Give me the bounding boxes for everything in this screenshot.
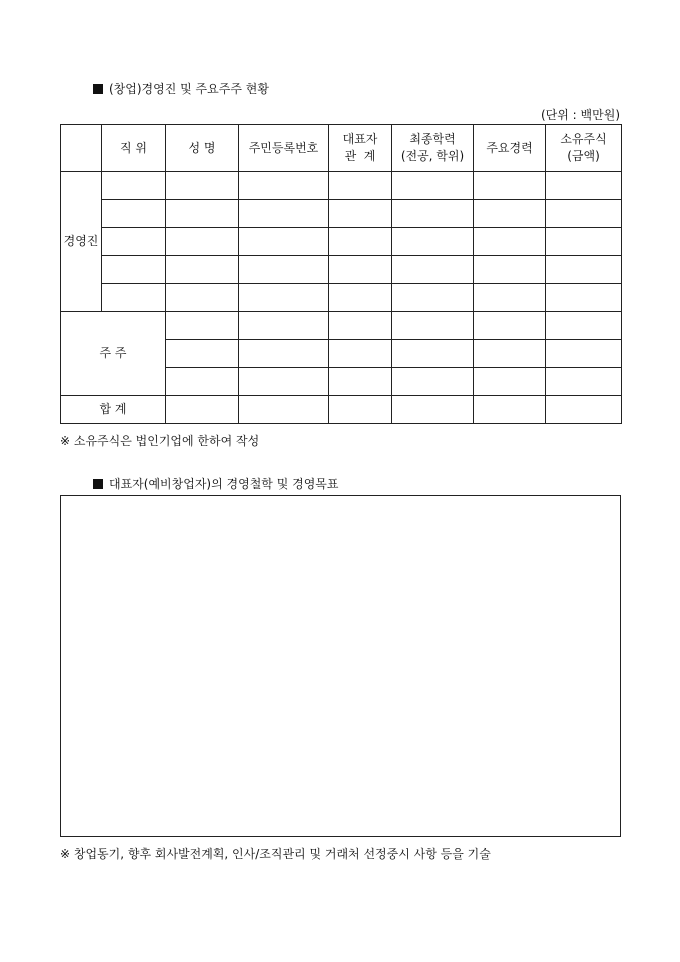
cell[interactable] [102, 284, 166, 312]
cell[interactable] [392, 200, 474, 228]
cell[interactable] [474, 256, 546, 284]
cell[interactable] [239, 284, 329, 312]
cell[interactable] [239, 396, 329, 424]
table-row [61, 312, 622, 340]
shareholders-label: 주 주 [61, 312, 166, 396]
header-education-line1: 최종학력 [409, 132, 456, 146]
header-relation [329, 125, 392, 172]
section-title-management [93, 80, 269, 97]
cell[interactable] [474, 340, 546, 368]
cell[interactable] [239, 172, 329, 200]
header-name: 성 명 [166, 125, 239, 172]
cell[interactable] [166, 284, 239, 312]
section-title-philosophy [93, 475, 338, 492]
cell[interactable] [239, 340, 329, 368]
cell[interactable] [546, 228, 622, 256]
executives-label: 경영진 [61, 172, 102, 312]
cell[interactable] [392, 228, 474, 256]
cell[interactable] [329, 368, 392, 396]
cell[interactable] [392, 396, 474, 424]
cell[interactable] [392, 172, 474, 200]
table-row [61, 200, 622, 228]
header-relation-line2: 관 계 [344, 149, 376, 163]
cell[interactable] [474, 228, 546, 256]
header-position: 직 위 [102, 125, 166, 172]
cell[interactable] [329, 228, 392, 256]
header-shares-line2: (금액) [567, 149, 600, 163]
cell[interactable] [474, 200, 546, 228]
cell[interactable] [239, 256, 329, 284]
cell[interactable] [329, 284, 392, 312]
cell[interactable] [474, 368, 546, 396]
table-row [61, 228, 622, 256]
header-id-number: 주민등록번호 [239, 125, 329, 172]
cell[interactable] [546, 256, 622, 284]
cell[interactable] [166, 172, 239, 200]
cell[interactable] [474, 284, 546, 312]
header-blank [61, 125, 102, 172]
cell[interactable] [392, 368, 474, 396]
cell[interactable] [102, 228, 166, 256]
header-career: 주요경력 [474, 125, 546, 172]
cell[interactable] [546, 368, 622, 396]
cell[interactable] [392, 340, 474, 368]
cell[interactable] [474, 396, 546, 424]
cell[interactable] [166, 340, 239, 368]
cell[interactable] [166, 200, 239, 228]
cell[interactable] [166, 396, 239, 424]
header-education [392, 125, 474, 172]
cell[interactable] [166, 312, 239, 340]
table-row [61, 284, 622, 312]
cell[interactable] [239, 228, 329, 256]
cell[interactable] [239, 312, 329, 340]
cell[interactable] [166, 256, 239, 284]
cell[interactable] [392, 312, 474, 340]
cell[interactable] [546, 396, 622, 424]
cell[interactable] [329, 396, 392, 424]
shares-note: ※ 소유주식은 법인기업에 한하여 작성 [60, 434, 260, 448]
cell[interactable] [329, 200, 392, 228]
cell[interactable] [329, 340, 392, 368]
philosophy-note: ※ 창업동기, 향후 회사발전계획, 인사/조직관리 및 거래처 선정중시 사항 등을 기술 [60, 847, 491, 861]
header-education-line2: (전공, 학위) [400, 149, 465, 163]
total-row [61, 396, 622, 424]
header-relation-line1: 대표자 [342, 132, 378, 146]
total-label: 합 계 [61, 396, 166, 424]
unit-label: (단위 : 백만원) [541, 108, 620, 122]
cell[interactable] [546, 340, 622, 368]
cell[interactable] [546, 200, 622, 228]
cell[interactable] [392, 284, 474, 312]
cell[interactable] [239, 200, 329, 228]
cell[interactable] [329, 256, 392, 284]
cell[interactable] [474, 312, 546, 340]
header-shares [546, 125, 622, 172]
table-row [61, 256, 622, 284]
square-bullet-icon [93, 84, 103, 94]
cell[interactable] [546, 284, 622, 312]
cell[interactable] [102, 200, 166, 228]
cell[interactable] [102, 172, 166, 200]
management-table [60, 124, 622, 424]
table-row [61, 172, 622, 200]
cell[interactable] [239, 368, 329, 396]
cell[interactable] [166, 228, 239, 256]
cell[interactable] [329, 172, 392, 200]
cell[interactable] [329, 312, 392, 340]
header-row [61, 125, 622, 172]
cell[interactable] [166, 368, 239, 396]
cell[interactable] [392, 256, 474, 284]
section-title-text: 대표자(예비창업자)의 경영철학 및 경영목표 [109, 477, 339, 491]
square-bullet-icon [93, 479, 103, 489]
section-title-text: (창업)경영진 및 주요주주 현황 [109, 82, 269, 96]
philosophy-text-area[interactable] [60, 495, 621, 837]
cell[interactable] [546, 312, 622, 340]
cell[interactable] [474, 172, 546, 200]
cell[interactable] [546, 172, 622, 200]
header-shares-line1: 소유주식 [560, 132, 607, 146]
cell[interactable] [102, 256, 166, 284]
